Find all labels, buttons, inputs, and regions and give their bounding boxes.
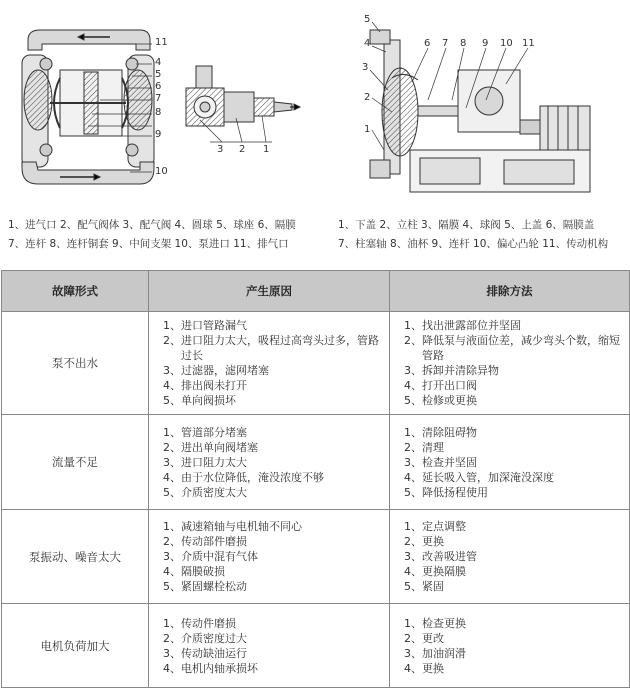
list-item: 3、过滤器，滤网堵塞 xyxy=(163,364,269,377)
list-item: 1、管道部分堵塞 xyxy=(163,425,247,439)
pump-diagrams xyxy=(0,0,630,200)
callout-label: 11 xyxy=(522,38,535,49)
table-row xyxy=(2,604,630,688)
table-row xyxy=(2,312,630,415)
callout-label: 9 xyxy=(155,129,162,140)
cause-cell xyxy=(149,510,390,604)
legend-line: 7、柱塞轴 8、油杯 9、连杆 10、偏心凸轮 11、传动机构 xyxy=(338,238,609,250)
list-item: 4、更换隔膜 xyxy=(404,565,466,578)
callout-label: 7 xyxy=(155,93,162,104)
callout-label: 7 xyxy=(442,38,449,49)
header-fault: 故障形式 xyxy=(2,271,149,312)
diagram-area xyxy=(0,0,630,200)
list-item: 3、检查并坚固 xyxy=(404,455,477,469)
list-item: 1、进口管路漏气 xyxy=(163,319,247,332)
list-item: 3、改善吸进管 xyxy=(404,550,477,563)
list-item: 2、进出单向阀堵塞 xyxy=(163,440,258,454)
fix-cell xyxy=(390,604,630,688)
list-item: 2、进口阻力太大，吸程过高弯头过多，管路过长 xyxy=(163,334,379,362)
legend-line: 1、下盖 2、立柱 3、隔膜 4、球阀 5、上盖 6、隔膜盖 xyxy=(338,219,595,231)
callout-label: 6 xyxy=(424,38,431,49)
callout-label: 2 xyxy=(364,92,371,103)
list-item: 2、传动部件磨损 xyxy=(163,535,247,548)
header-cause: 产生原因 xyxy=(149,271,390,312)
list-item: 4、排出阀未打开 xyxy=(163,379,247,392)
list-item: 4、延长吸入管，加深淹没深度 xyxy=(404,470,554,484)
cause-cell xyxy=(149,312,390,415)
callout-label: 5 xyxy=(155,69,162,80)
air-valve-section xyxy=(186,66,300,126)
callout-label: 11 xyxy=(155,37,168,48)
callout-label: 1 xyxy=(263,144,270,155)
list-item: 1、清除阻碍物 xyxy=(404,425,477,439)
callout-label: 10 xyxy=(500,38,513,49)
legend-line: 7、连杆 8、连杆铜套 9、中间支架 10、泵进口 11、排气口 xyxy=(8,238,289,250)
fault-cell: 电机负荷加大 xyxy=(2,604,149,688)
list-item: 3、进口阻力太大 xyxy=(163,455,247,469)
list-item: 2、降低泵与液面位差，减少弯头个数，缩短管路 xyxy=(404,334,620,362)
list-item: 3、拆卸并清除异物 xyxy=(404,364,499,377)
list-item: 2、清理 xyxy=(404,440,444,454)
table-body xyxy=(2,312,630,688)
table-row xyxy=(2,415,630,510)
list-item: 4、隔膜破损 xyxy=(163,565,225,578)
list-item: 5、介质密度太大 xyxy=(163,485,247,499)
list-item: 1、传动件磨损 xyxy=(163,616,236,630)
fault-cell: 泵不出水 xyxy=(2,312,149,415)
list-item: 1、定点调整 xyxy=(404,520,466,533)
callout-label: 6 xyxy=(155,81,162,92)
list-item: 5、降低扬程使用 xyxy=(404,485,488,499)
callout-label: 5 xyxy=(364,14,371,25)
list-item: 5、紧固螺栓松动 xyxy=(163,580,247,593)
callout-label: 8 xyxy=(460,38,467,49)
callout-label: 3 xyxy=(217,144,224,155)
pneumatic-pump-section xyxy=(22,30,154,184)
list-item: 1、减速箱轴与电机轴不同心 xyxy=(163,520,302,533)
right-legend xyxy=(338,216,608,254)
fix-cell xyxy=(390,415,630,510)
list-item: 3、加油润滑 xyxy=(404,646,466,660)
callout-label: 2 xyxy=(239,144,246,155)
fault-cell: 泵振动、噪音太大 xyxy=(2,510,149,604)
list-item: 4、打开出口阀 xyxy=(404,379,477,392)
left-legend xyxy=(8,216,296,254)
electric-pump-assembly xyxy=(370,30,590,192)
fault-cell: 流量不足 xyxy=(2,415,149,510)
fix-cell xyxy=(390,510,630,604)
list-item: 4、由于水位降低，淹没浓度不够 xyxy=(163,470,324,484)
list-item: 4、更换 xyxy=(404,661,444,675)
callout-label: 9 xyxy=(482,38,489,49)
list-item: 5、紧固 xyxy=(404,580,444,593)
list-item: 5、检修或更换 xyxy=(404,394,477,407)
table-header-row xyxy=(2,271,630,312)
list-item: 3、传动缺油运行 xyxy=(163,646,247,660)
troubleshooting-table xyxy=(1,270,630,688)
legend-line: 1、进气口 2、配气阀体 3、配气阀 4、圆球 5、球座 6、隔膜 xyxy=(8,219,296,231)
fix-cell xyxy=(390,312,630,415)
callout-label: 1 xyxy=(364,124,371,135)
callout-label: 10 xyxy=(155,166,168,177)
callout-label: 4 xyxy=(364,38,371,49)
list-item: 2、更换 xyxy=(404,535,444,548)
header-fix: 排除方法 xyxy=(390,271,630,312)
list-item: 4、电机内轴承损坏 xyxy=(163,661,258,675)
list-item: 2、介质密度过大 xyxy=(163,631,247,645)
table-row xyxy=(2,510,630,604)
list-item: 5、单向阀损坏 xyxy=(163,394,236,407)
cause-cell xyxy=(149,415,390,510)
list-item: 1、找出泄露部位并坚固 xyxy=(404,319,521,332)
callout-label: 4 xyxy=(155,57,162,68)
callout-label: 8 xyxy=(155,107,162,118)
list-item: 1、检查更换 xyxy=(404,616,466,630)
list-item: 2、更改 xyxy=(404,631,444,645)
callout-label: 3 xyxy=(362,62,369,73)
cause-cell xyxy=(149,604,390,688)
list-item: 3、介质中混有气体 xyxy=(163,550,258,563)
